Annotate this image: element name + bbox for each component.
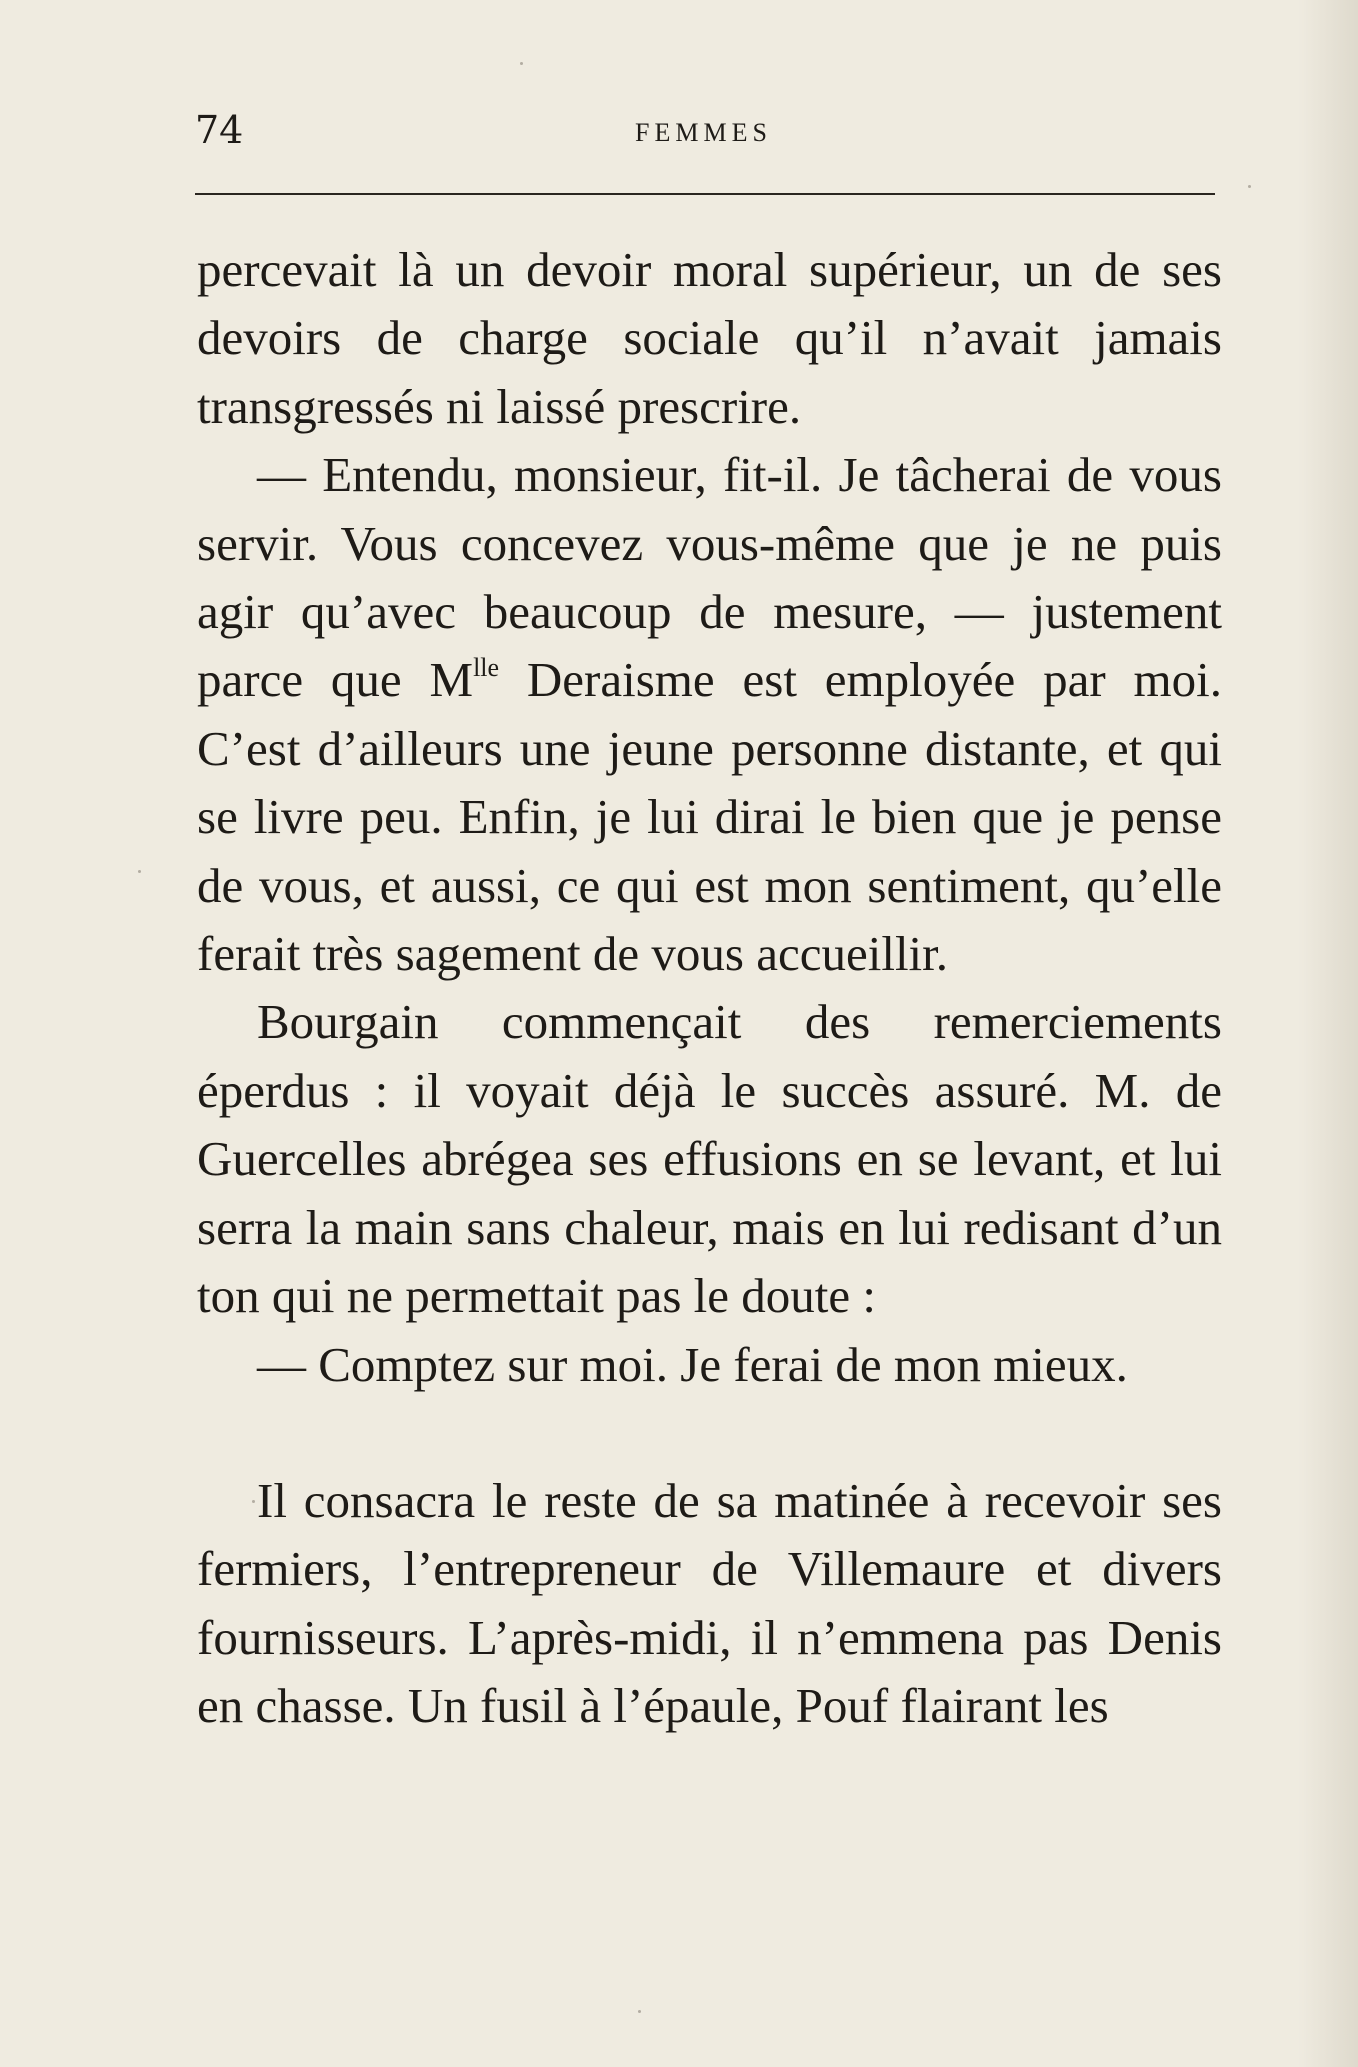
abbreviation: M xyxy=(429,652,474,708)
paragraph: percevait là un devoir moral supérieur, un de ses devoirs de charge sociale qu’il n’avait jamais transgressés ni laissé prescrire. xyxy=(197,242,1222,434)
page-number: 74 xyxy=(195,108,244,152)
running-title: FEMMES xyxy=(635,118,772,147)
paragraph-dialogue xyxy=(197,441,1222,988)
paragraph: Bourgain commençait des remerciements éperdus : il voyait déjà le succès assuré. M. de Guercelles abrégea ses effusions en se levant, et lui serra la main sans chaleur, mais en lui redisant d’un ton qui ne permettait pas le doute : xyxy=(197,994,1222,1324)
paragraph: Il consacra le reste de sa matinée à recevoir ses fermiers, l’entrepreneur de Villemaure et divers fournisseurs. L’après-midi, il n’emmena pas Denis en chasse. Un fusil à l’épaule, Pouf flairant les xyxy=(197,1472,1222,1734)
body-text xyxy=(197,236,1222,1741)
header-rule xyxy=(195,193,1215,195)
paragraph-text-continued: Deraisme est employée par moi. C’est d’ailleurs une jeune personne distante, et qui se livre peu. Enfin, je lui dirai le bien que je pense de vous, et aussi, ce qui est mon sentiment, qu’elle ferait très sagement de vous accueillir. xyxy=(197,652,1222,982)
page-edge-shadow xyxy=(1298,0,1358,2067)
paper-speck xyxy=(638,2010,641,2013)
paper-speck xyxy=(1248,185,1251,188)
paper-speck xyxy=(138,870,141,873)
paragraph-text: — Entendu, monsieur, fit-il. Je tâcherai de vous servir. Vous concevez vous-même que je ne puis agir qu’avec beaucoup de mesure, — justement parce que xyxy=(197,447,1222,708)
abbreviation-superscript: lle xyxy=(473,653,500,683)
paper-speck xyxy=(520,62,523,65)
section-break xyxy=(197,1399,1222,1467)
running-head xyxy=(195,108,1215,158)
paragraph-dialogue: — Comptez sur moi. Je ferai de mon mieux. xyxy=(257,1336,1128,1392)
